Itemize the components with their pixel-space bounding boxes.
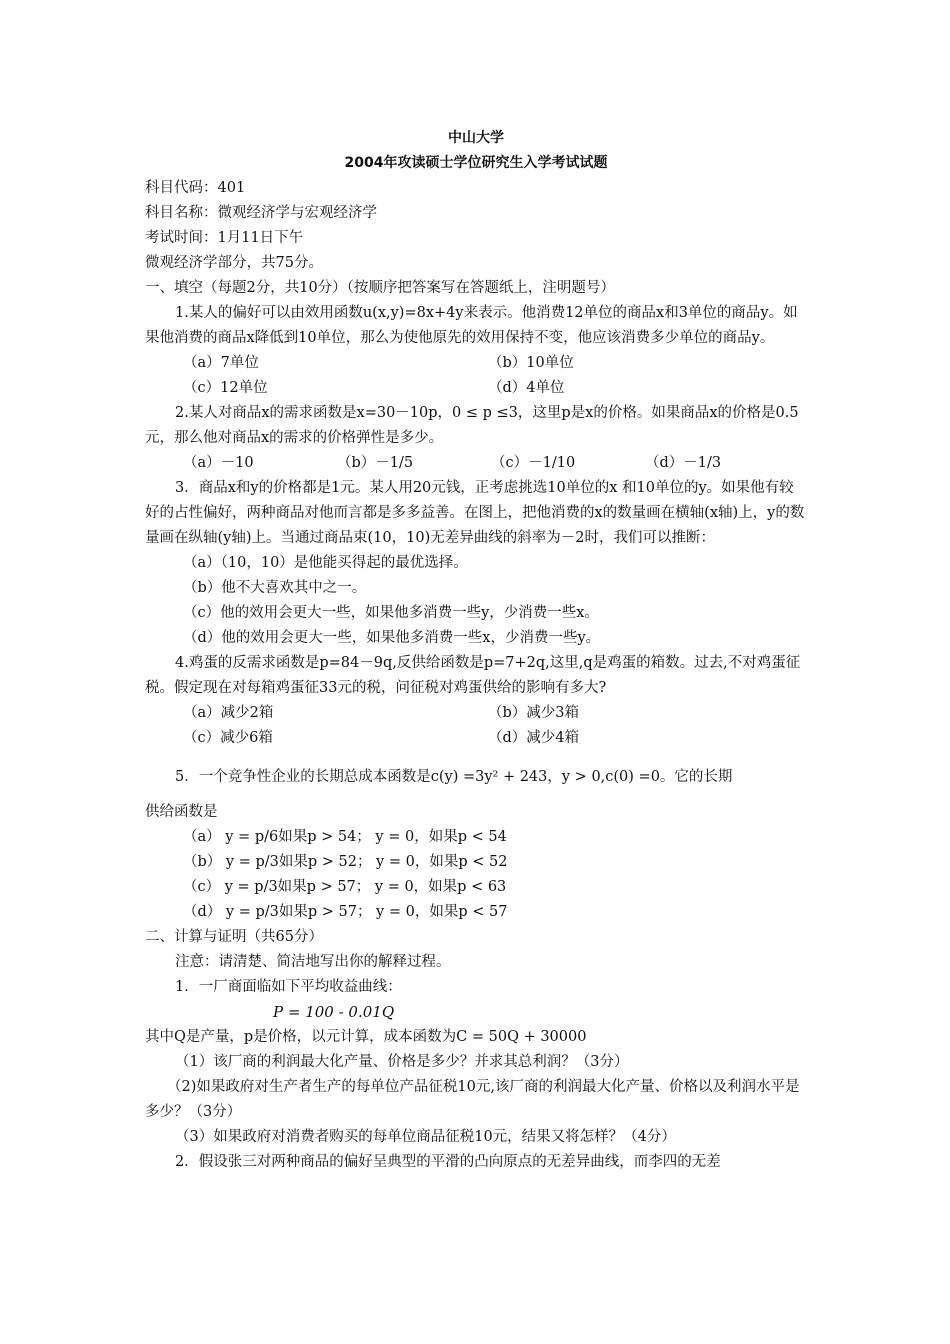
question-2: 2.某人对商品x的需求函数是x=30－10p，0 ≤ p ≤3，这里p是x的价格。如果商品x的价格是0.5元，那么他对商品x的需求的价格弹性是多少。 xyxy=(145,405,799,446)
question-4-options-row1 xyxy=(145,701,807,726)
note: 注意：请清楚、简洁地写出你的解释过程。 xyxy=(175,954,451,970)
exam-title: 2004年攻读硕士学位研究生入学考试试题 xyxy=(344,155,608,171)
option-b: （b）10单位 xyxy=(488,355,574,371)
question-1-options-row2 xyxy=(145,376,807,401)
option-c: （c） y = p/3如果p > 57； y = 0，如果p < 63 xyxy=(183,879,507,895)
option-c: （c）减少6箱 xyxy=(183,730,273,746)
equation: P = 100 - 0.01Q xyxy=(273,1003,395,1021)
calc-question-1: 1．一厂商面临如下平均收益曲线： xyxy=(175,979,402,995)
option-d: （d）－1/3 xyxy=(645,455,722,471)
calc-question-1-cont: 其中Q是产量，p是价格，以元计算，成本函数为C = 50Q + 30000 xyxy=(145,1029,587,1045)
subject-code: 科目代码：401 xyxy=(145,180,246,196)
subject-name: 科目名称：微观经济学与宏观经济学 xyxy=(145,205,377,221)
exam-page xyxy=(145,126,807,1175)
university-title: 中山大学 xyxy=(448,130,504,146)
question-1-options-row1 xyxy=(145,351,807,376)
option-a: （a）7单位 xyxy=(183,355,259,371)
question-1: 1.某人的偏好可以由效用函数u(x,y)=8x+4y来表示。他消费12单位的商品x和3单位的商品y。如果他消费的商品x降低到10单位，那么为使他原先的效用保持不变，他应该消费多少单位的商品y。 xyxy=(145,305,798,346)
option-d: （d）他的效用会更大一些，如果他多消费一些x，少消费一些y。 xyxy=(183,630,601,646)
section-2-heading: 二、计算与证明（共65分） xyxy=(145,929,323,945)
option-b: （b）他不大喜欢其中之一。 xyxy=(183,580,367,596)
option-b: （b）－1/5 xyxy=(337,455,414,471)
exam-time: 考试时间：1月11日下午 xyxy=(145,230,304,246)
option-b: （b） y = p/3如果p > 52； y = 0，如果p < 52 xyxy=(183,854,508,870)
option-d: （d） y = p/3如果p > 57； y = 0，如果p < 57 xyxy=(183,904,508,920)
question-4: 4.鸡蛋的反需求函数是p=84－9q,反供给函数是p=7+2q,这里,q是鸡蛋的箱数。过去,不对鸡蛋征税。假定现在对每箱鸡蛋征33元的税，问征税对鸡蛋供给的影响有多大? xyxy=(145,655,801,696)
calc-question-1-part-1: （1）该厂商的利润最大化产量、价格是多少？并求其总利润？（3分） xyxy=(175,1054,629,1070)
calc-question-2: 2．假设张三对两种商品的偏好呈典型的平滑的凸向原点的无差异曲线，而李四的无差 xyxy=(175,1154,721,1170)
question-3: 3．商品x和y的价格都是1元。某人用20元钱，正考虑挑选10单位的x 和10单位的y。如果他有较好的占性偏好，两种商品对他而言都是多多益善。在图上，把他消费的x的数量画在横轴(x轴)上，y的数量画在纵轴(y轴)上。当通过商品束(10，10)无差异曲线的斜率为－2时，我们可以推断： xyxy=(145,480,805,546)
section-1-heading: 一、填空（每题2分，共10分）（按顺序把答案写在答题纸上，注明题号） xyxy=(145,280,615,296)
question-5: 5．一个竞争性企业的长期总成本函数是c(y) =3y² + 243，y > 0,c(0) =0。它的长期 xyxy=(175,769,733,785)
question-4-options-row2 xyxy=(145,726,807,751)
option-d: （d）减少4箱 xyxy=(488,730,580,746)
calc-question-1-part-2: （2)如果政府对生产者生产的每单位产品征税10元,该厂商的利润最大化产量、价格以及利润水平是多少？（3分） xyxy=(145,1079,800,1120)
option-d: （d）4单位 xyxy=(488,380,565,396)
option-a: （a） y = p/6如果p > 54； y = 0，如果p < 54 xyxy=(183,829,507,845)
option-b: （b）减少3箱 xyxy=(488,705,580,721)
option-a: （a）减少2箱 xyxy=(183,705,274,721)
calc-question-1-part-3: （3）如果政府对消费者购买的每单位商品征税10元，结果又将怎样？（4分） xyxy=(175,1129,676,1145)
question-5-cont: 供给函数是 xyxy=(145,804,218,820)
option-a: （a）（10，10）是他能买得起的最优选择。 xyxy=(183,555,468,571)
spacer xyxy=(145,751,807,765)
option-a: （a）－10 xyxy=(183,455,254,471)
option-c: （c）12单位 xyxy=(183,380,268,396)
option-c: （c）－1/10 xyxy=(491,455,576,471)
question-2-options xyxy=(145,451,807,476)
option-c: （c）他的效用会更大一些，如果他多消费一些y，少消费一些x。 xyxy=(183,605,599,621)
part-heading: 微观经济学部分，共75分。 xyxy=(145,255,323,271)
spacer xyxy=(145,790,807,800)
